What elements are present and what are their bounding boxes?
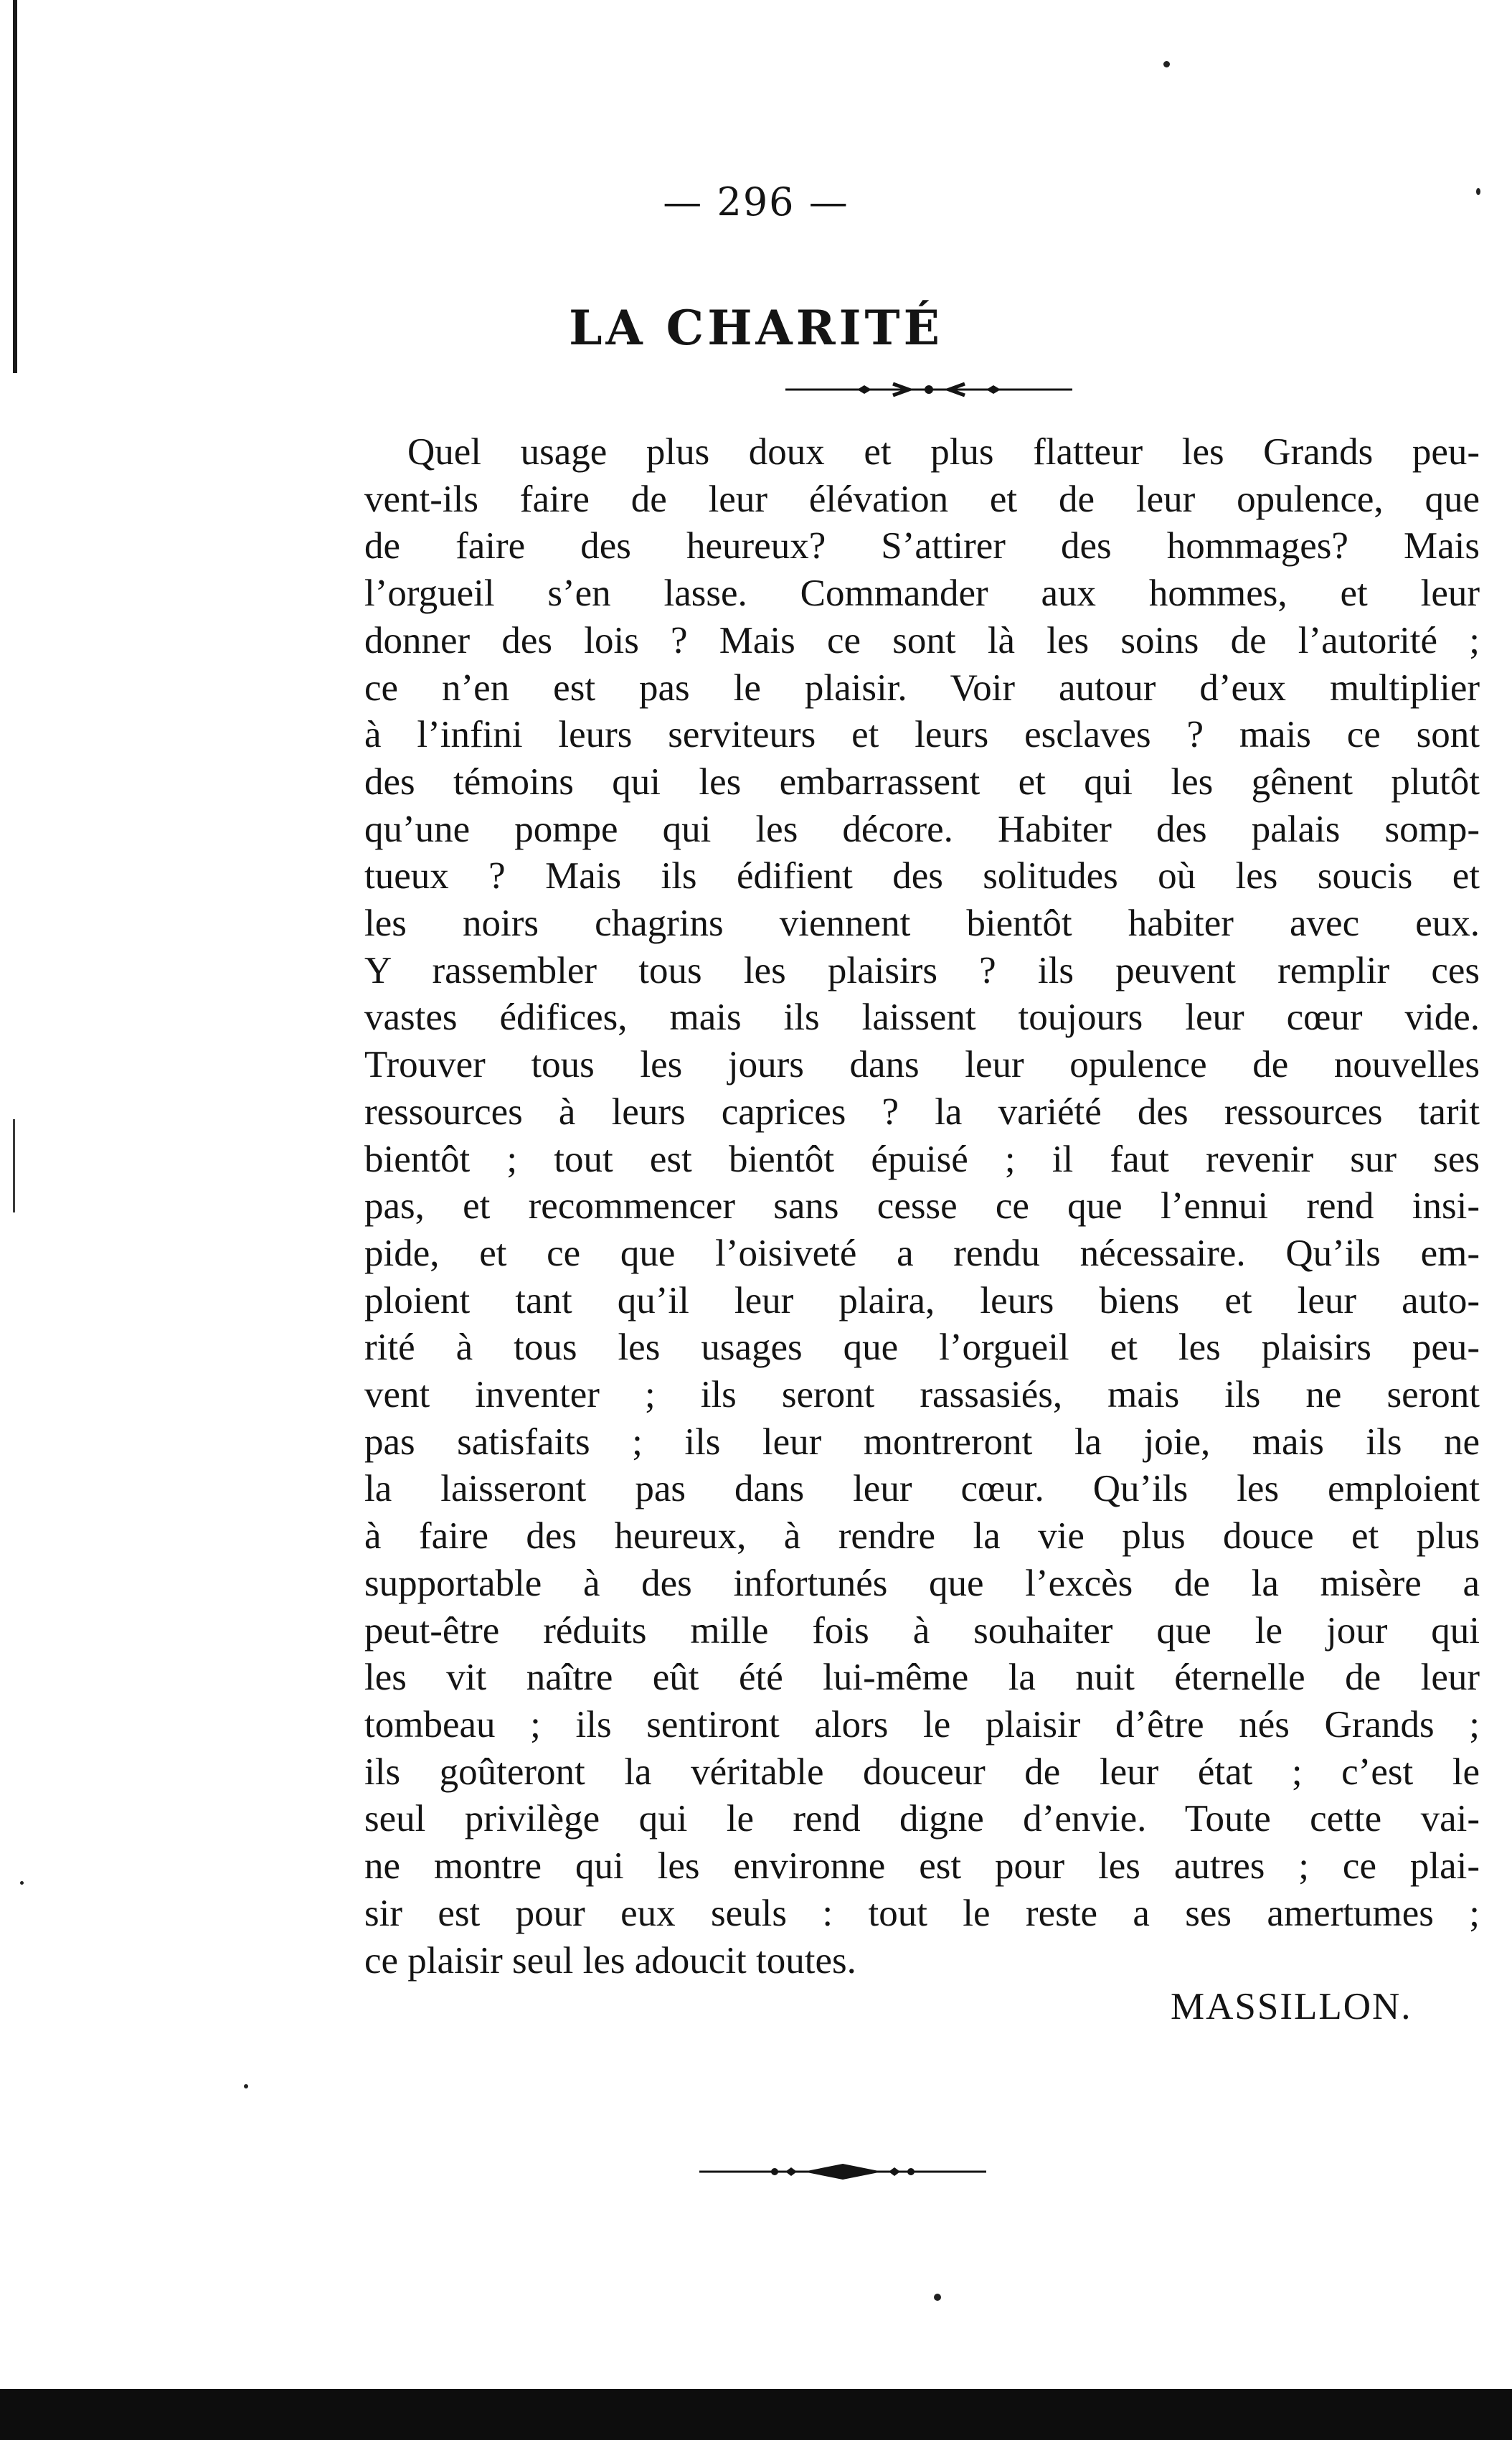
text-line: sir est pour eux seuls : tout le reste a ses amertumes ; <box>364 1892 1480 1934</box>
text-line: des témoins qui les embarrassent et qui les gênent plutôt <box>364 760 1480 803</box>
text-line: qu’une pompe qui les décore. Habiter des palais somp- <box>364 808 1480 850</box>
text-line: vent inventer ; ils seront rassasiés, mais ils ne seront <box>364 1374 1480 1416</box>
text-line: les noirs chagrins viennent bientôt habiter avec eux. <box>364 903 1480 945</box>
text-line: ploient tant qu’il leur plaira, leurs biens et leur auto- <box>364 1279 1480 1322</box>
text-line: peut-être réduits mille fois à souhaiter que le jour qui <box>364 1609 1480 1652</box>
text-line: ressources à leurs caprices ? la variété des ressources tarit <box>364 1091 1480 1133</box>
text-line: l’orgueil s’en lasse. Commander aux hommes, et leur <box>364 573 1480 615</box>
scan-speck <box>1163 61 1170 67</box>
text-line: de faire des heureux? S’attirer des hommages? Mais <box>364 525 1480 567</box>
text-line: à faire des heureux, à rendre la vie plus douce et plus <box>364 1515 1480 1558</box>
text-line: Quel usage plus doux et plus flatteur les Grands peu- <box>407 431 1480 473</box>
author-signature: MASSILLON. <box>1171 1986 1412 2027</box>
text-line: les vit naître eût été lui-même la nuit éternelle de leur <box>364 1657 1480 1699</box>
text-line: tombeau ; ils sentiront alors le plaisir d’être nés Grands ; <box>364 1703 1480 1746</box>
text-line: supportable à des infortunés que l’excès de la misère a <box>364 1562 1480 1604</box>
text-line: Trouver tous les jours dans leur opulence de nouvelles <box>364 1044 1480 1086</box>
text-body <box>364 429 1480 1984</box>
end-ornament-icon <box>699 2161 986 2182</box>
text-line: seul privilège qui le rend digne d’envie. Toute cette vai- <box>364 1798 1480 1840</box>
text-line: ils goûteront la véritable douceur de leur état ; c’est le <box>364 1751 1480 1793</box>
text-line: ne montre qui les environne est pour les autres ; ce plai- <box>364 1845 1480 1888</box>
text-line: Y rassembler tous les plaisirs ? ils peuvent remplir ces <box>364 949 1480 991</box>
text-line: donner des lois ? Mais ce sont là les soins de l’autorité ; <box>364 619 1480 661</box>
scan-speck <box>934 2294 941 2301</box>
page-number: — 296 — <box>663 179 849 225</box>
text-line: tueux ? Mais ils édifient des solitudes où les soucis et <box>364 855 1480 898</box>
text-line: pas satisfaits ; ils leur montreront la joie, mais ils ne <box>364 1421 1480 1463</box>
text-line: la laisseront pas dans leur cœur. Qu’ils les emploient <box>364 1468 1480 1510</box>
title-ornament-icon <box>785 379 1072 400</box>
page-title: LA CHARITÉ <box>569 300 943 356</box>
text-line: à l’infini leurs serviteurs et leurs esclaves ? mais ce sont <box>364 714 1480 756</box>
scan-speck <box>244 2084 248 2088</box>
scan-bottom-border <box>0 2389 1512 2440</box>
text-line: pide, et ce que l’oisiveté a rendu nécessaire. Qu’ils em- <box>364 1232 1480 1274</box>
text-line: ce n’en est pas le plaisir. Voir autour d’eux multiplier <box>364 666 1480 709</box>
text-line: pas, et recommencer sans cesse ce que l’ennui rend insi- <box>364 1185 1480 1228</box>
text-line: ce plaisir seul les adoucit toutes. <box>364 1939 856 1982</box>
text-line: vastes édifices, mais ils laissent toujours leur cœur vide. <box>364 997 1480 1039</box>
page-edge-shadow-lower <box>13 1119 15 1212</box>
text-line: bientôt ; tout est bientôt épuisé ; il faut revenir sur ses <box>364 1138 1480 1180</box>
scan-speck <box>20 1881 24 1885</box>
text-line: rité à tous les usages que l’orgueil et les plaisirs peu- <box>364 1327 1480 1369</box>
text-line: vent-ils faire de leur élévation et de leur opulence, que <box>364 478 1480 520</box>
